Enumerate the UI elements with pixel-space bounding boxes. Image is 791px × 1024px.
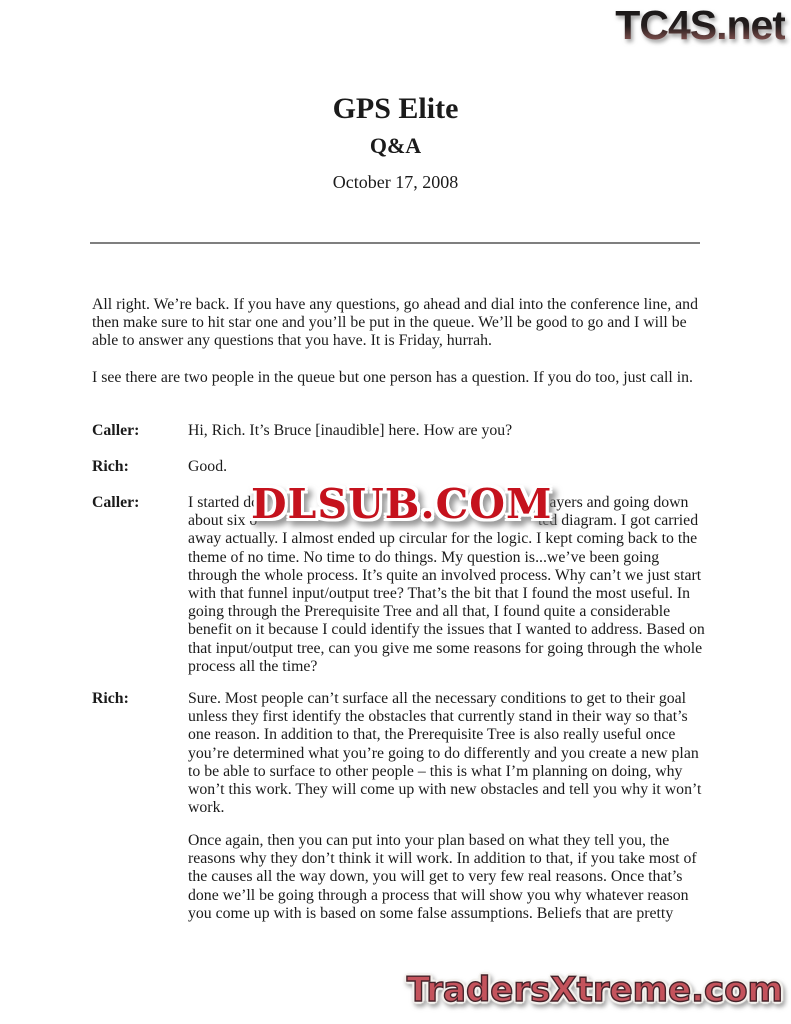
intro-paragraph-2: I see there are two people in the queue but one person has a question. If you do too, just call in. xyxy=(92,369,693,386)
document-subtitle: Q&A xyxy=(369,133,422,158)
dialogue-entry-rich-2-continued xyxy=(92,832,708,923)
dialogue-entry-rich-2 xyxy=(92,690,708,817)
line-fragment-left: I started do xyxy=(188,494,260,511)
tradersxtreme-site-logo: TradersXtreme.com xyxy=(406,970,783,1010)
document-date: October 17, 2008 xyxy=(332,172,459,192)
dialogue-text-continuation: away actually. I almost ended up circular for the logic. I kept coming back to the theme of no time. No time to do things. My question is...we’ve been going through the whole process. It’s quite an involved process. Why can’t we just start with that funnel input/output tree? That’s the bit that I found the most useful. In going through the Prerequisite Tree and all that, I found quite a considerable benefit on it because I could identify the issues that I wanted to address. Based on that input/output tree, can you give me some reasons for going through the whole process all the time? xyxy=(188,530,705,675)
line-fragment-left: about six o xyxy=(188,512,258,530)
speaker-label: Caller: xyxy=(92,422,140,439)
tc4s-site-logo: TC4S.net xyxy=(615,2,785,48)
dialogue-text: Good. xyxy=(188,458,228,475)
horizontal-rule xyxy=(90,242,700,244)
speaker-label: Caller: xyxy=(92,494,140,511)
document-title: GPS Elite xyxy=(332,92,459,125)
dialogue-entry-rich-1 xyxy=(92,458,708,476)
intro-paragraph-1: All right. We’re back. If you have any questions, go ahead and dial into the conference line, and then make sure to hit star one and you’ll be put in the queue. We’ll be good to go and I will be able to answer any questions that you have. It is Friday, hurrah. xyxy=(92,296,698,350)
speaker-label: Rich: xyxy=(92,458,129,475)
dialogue-text: Hi, Rich. It’s Bruce [inaudible] here. How are you? xyxy=(188,422,513,439)
speaker-label: Rich: xyxy=(92,690,129,707)
line-fragment-right: layers and going down xyxy=(545,494,689,511)
line-fragment-right: ted diagram. I got carried xyxy=(538,512,699,530)
dialogue-text: Once again, then you can put into your plan based on what they tell you, the reasons why they don’t think it will work. In addition to that, if you take most of the causes all the way down, you will get to very few real reasons. Once that’s done we’ll be going through a process that will show you why whatever reason you come up with is based on some false assumptions. Beliefs that are pretty xyxy=(188,832,697,922)
dialogue-entry-caller-1 xyxy=(92,422,708,440)
dlsub-watermark: DLSUB.COM xyxy=(251,480,553,528)
dialogue-text: Sure. Most people can’t surface all the necessary conditions to get to their goal unless they first identify the obstacles that currently stand in their way so that’s one reason. In addition to that, the Prerequisite Tree is also really useful once you’re determined what you’re going to do differently and you create a new plan to be able to surface to other people – this is what I’m planning on doing, why won’t this work. They will come up with new obstacles and tell you why it won’t work. xyxy=(188,690,702,817)
